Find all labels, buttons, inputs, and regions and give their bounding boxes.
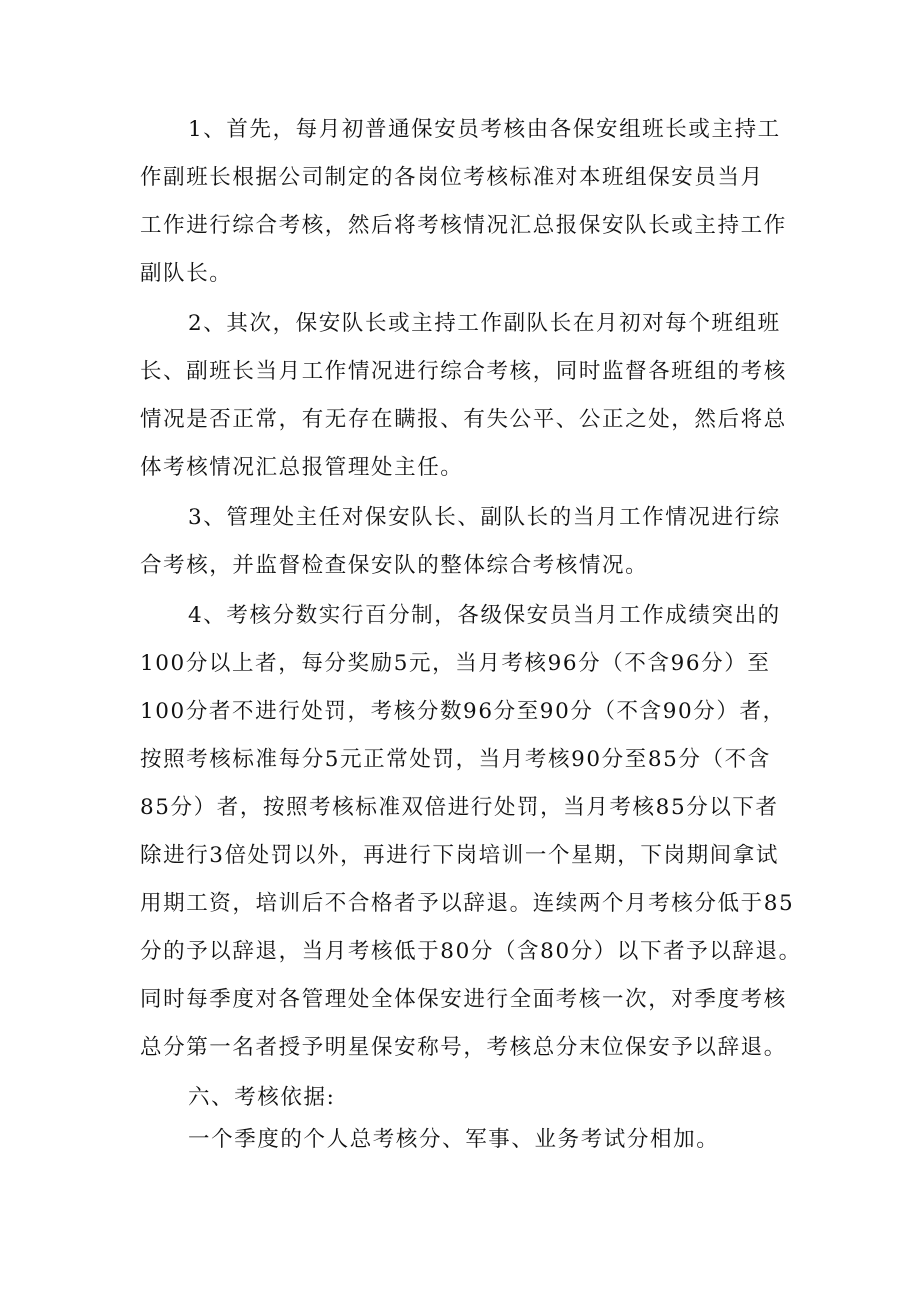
paragraph-line: 副队长。 — [140, 261, 233, 286]
paragraph-1 — [140, 106, 788, 298]
paragraph-line: 同时每季度对各管理处全体保安进行全面考核一次，对季度考核 — [140, 987, 787, 1012]
paragraph-4 — [140, 592, 802, 1072]
paragraph-line: 100分以上者，每分奖励5元，当月考核96分（不含96分）至 — [140, 651, 771, 676]
paragraph-line: 1、首先，每月初普通保安员考核由各保安组班长或主持工 — [188, 117, 781, 142]
document-body — [140, 106, 802, 1162]
paragraph-line: 100分者不进行处罚，考核分数96分至90分（不含90分）者， — [140, 699, 786, 724]
section-heading: 六、考核依据: — [188, 1085, 336, 1110]
paragraph-line: 3、管理处主任对保安队长、副队长的当月工作情况进行综 — [188, 505, 781, 530]
paragraph-line: 除进行3倍处罚以外，再进行下岗培训一个星期，下岗期间拿试 — [140, 843, 779, 868]
paragraph-line: 85分）者，按照考核标准双倍进行处罚，当月考核85分以下者 — [140, 795, 779, 820]
paragraph-line: 4、考核分数实行百分制，各级保安员当月工作成绩突出的 — [188, 603, 781, 628]
paragraph-line: 2、其次，保安队长或主持工作副队长在月初对每个班组班 — [188, 311, 781, 336]
paragraph-line: 体考核情况汇总报管理处主任。 — [140, 455, 464, 480]
paragraph-line: 总分第一名者授予明星保安称号，考核总分末位保安予以辞退。 — [140, 1035, 787, 1060]
paragraph-line: 长、副班长当月工作情况进行综合考核，同时监督各班组的考核 — [140, 359, 787, 384]
paragraph-line: 用期工资，培训后不合格者予以辞退。连续两个月考核分低于85 — [140, 891, 795, 916]
paragraph-line: 合考核，并监督检查保安队的整体综合考核情况。 — [140, 553, 649, 578]
paragraph-2 — [140, 300, 788, 492]
paragraph-line: 工作进行综合考核，然后将考核情况汇总报保安队长或主持工作 — [140, 213, 787, 238]
paragraph-line: 作副班长根据公司制定的各岗位考核标准对本班组保安员当月 — [140, 165, 764, 190]
section-body: 一个季度的个人总考核分、军事、业务考试分相加。 — [188, 1127, 720, 1152]
paragraph-3 — [140, 494, 788, 590]
paragraph-line: 情况是否正常，有无存在瞒报、有失公平、公正之处，然后将总 — [140, 407, 787, 432]
paragraph-line: 按照考核标准每分5元正常处罚，当月考核90分至85分（不含 — [140, 747, 771, 772]
paragraph-line: 分的予以辞退，当月考核低于80分（含80分）以下者予以辞退。 — [140, 939, 802, 964]
